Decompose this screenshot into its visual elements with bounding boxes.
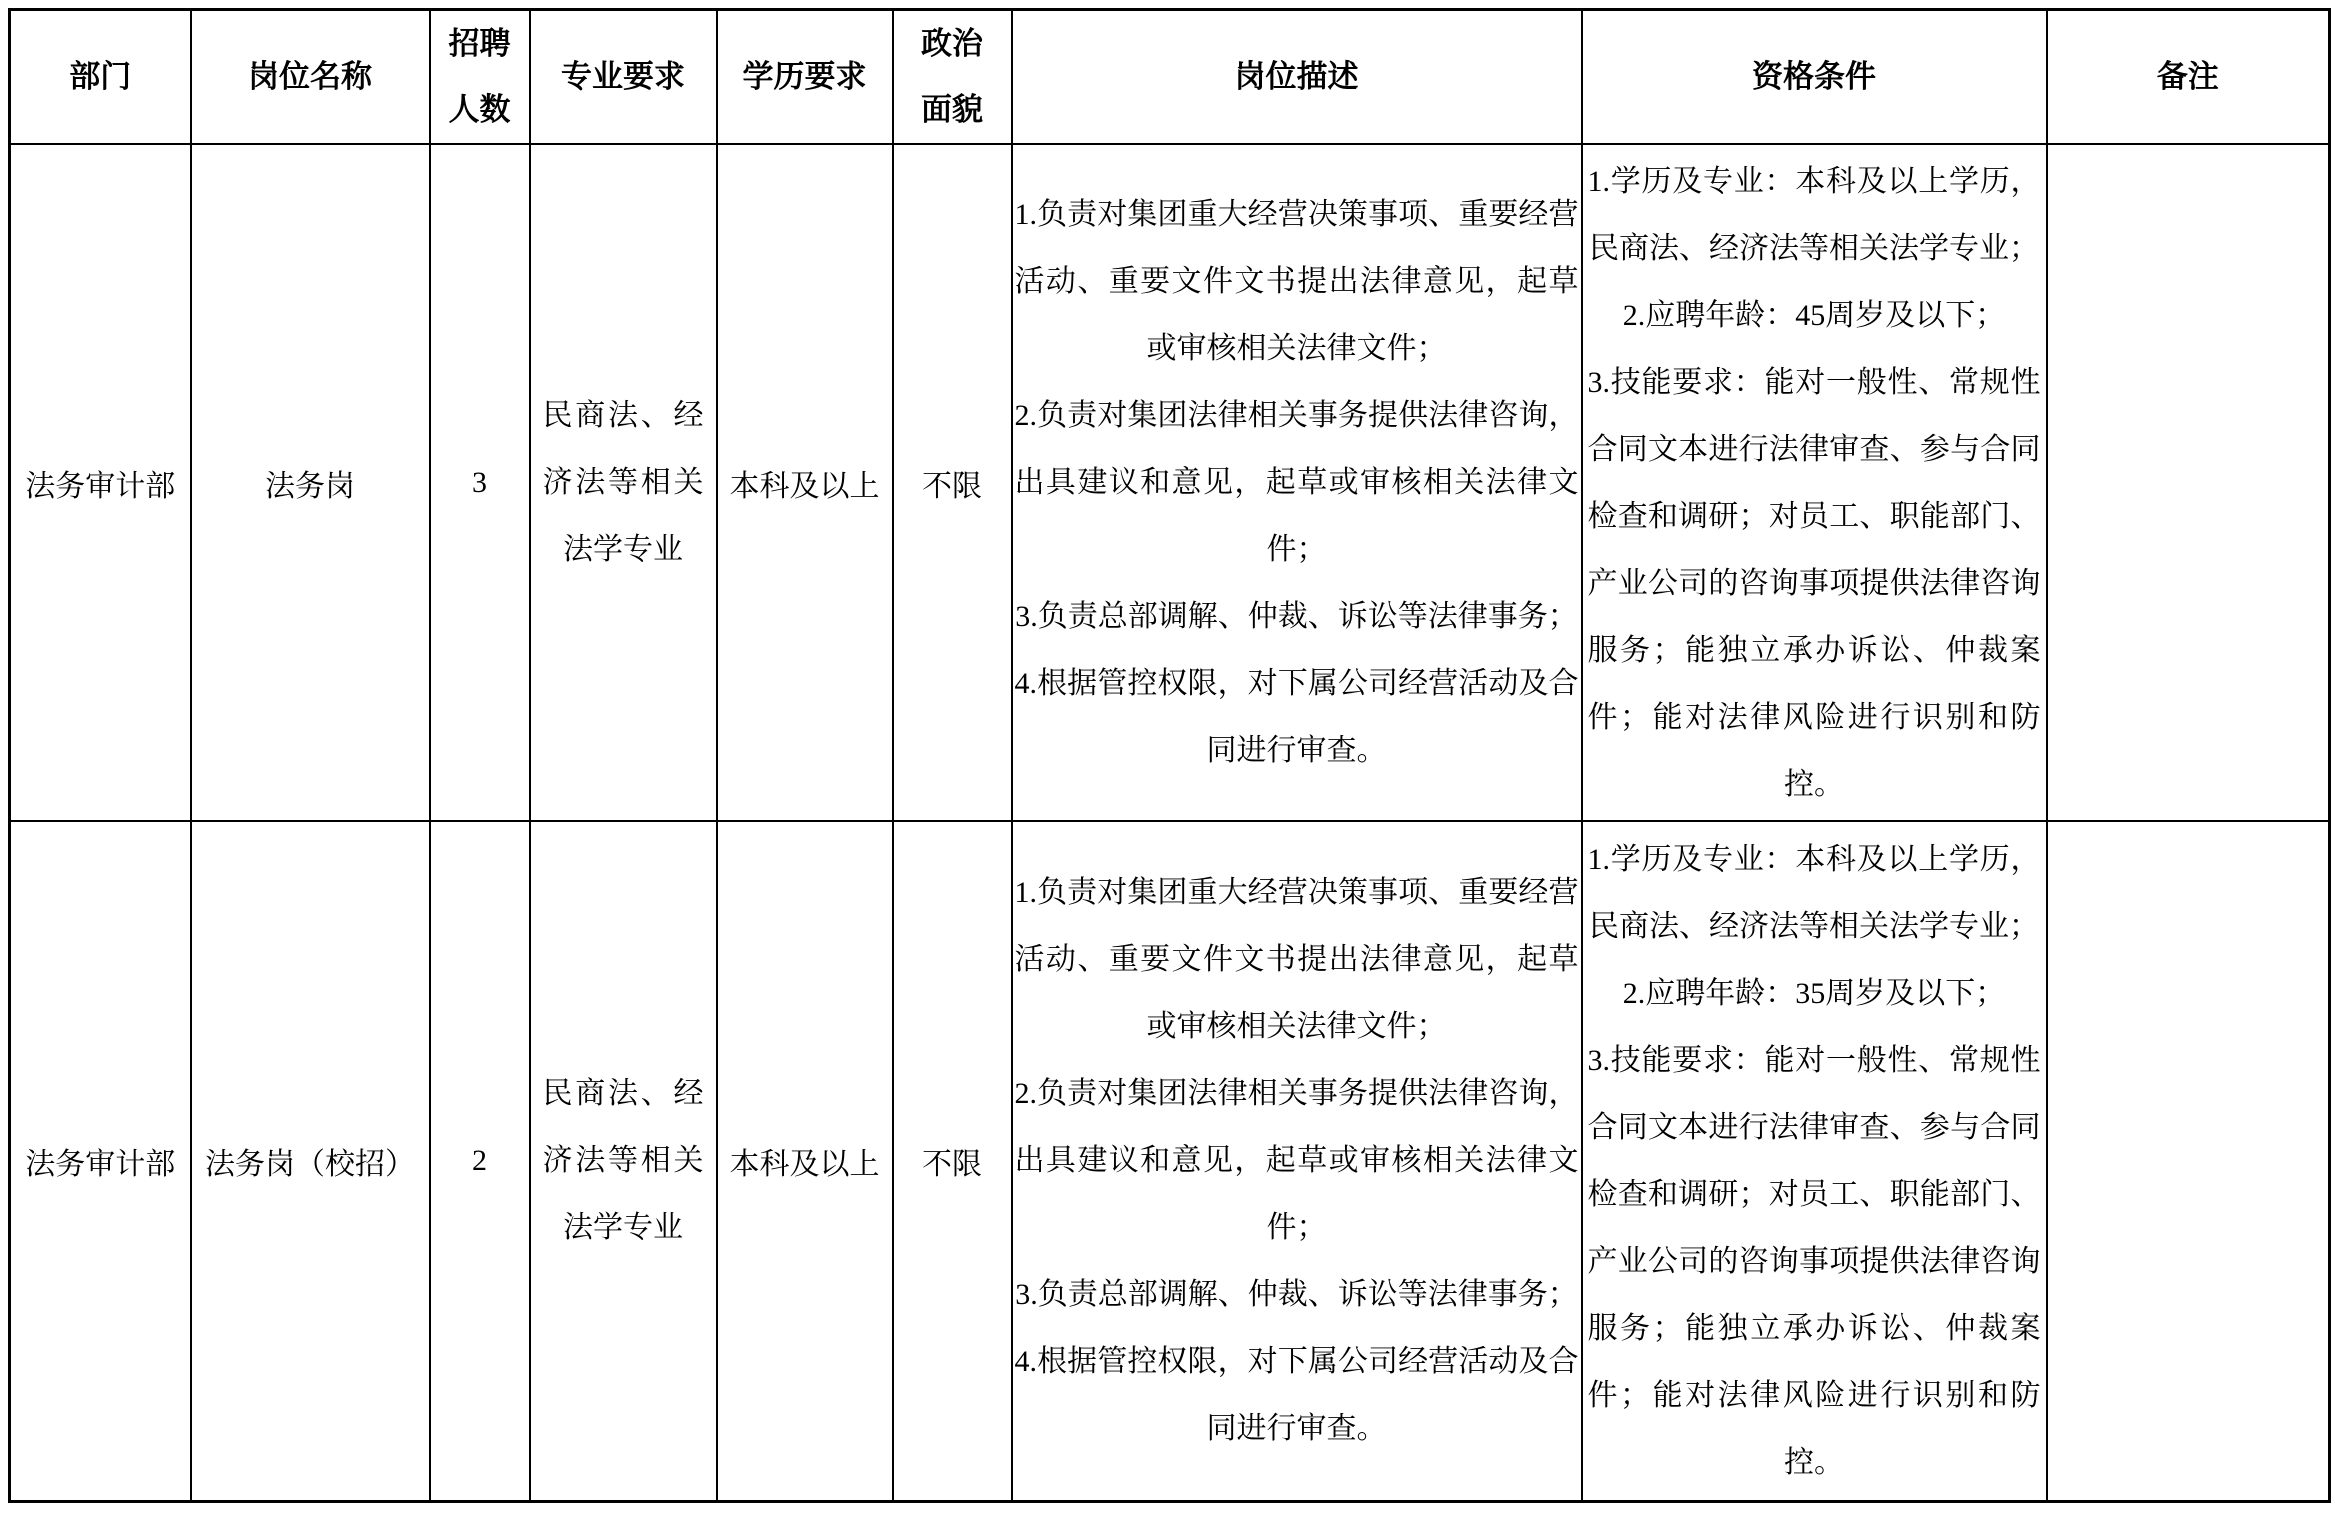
job-description-item: 4.根据管控权限，对下属公司经营活动及合同进行审查。 — [1014, 667, 1579, 767]
column-header-education: 学历要求 — [717, 10, 893, 145]
cell-position: 法务岗 — [191, 144, 430, 821]
column-header-position: 岗位名称 — [191, 10, 430, 145]
cell-major: 民商法、经济法等相关法学专业 — [530, 821, 717, 1501]
qualification-item: 2.应聘年龄：45周岁及以下； — [1622, 298, 2006, 332]
qualification-item: 3.技能要求：能对一般性、常规性合同文本进行法律审查、参与合同检查和调研；对员工、职能部门、产业公司的咨询事项提供法律咨询服务；能独立承办诉讼、仲裁案件；能对法律风险进行识别和防控。 — [1587, 1043, 2041, 1479]
cell-major: 民商法、经济法等相关法学专业 — [530, 144, 717, 821]
table-header-row — [10, 10, 2330, 145]
job-description-item: 1.负责对集团重大经营决策事项、重要经营活动、重要文件文书提出法律意见，起草或审核相关法律文件； — [1014, 876, 1579, 1044]
column-header-qualifications: 资格条件 — [1582, 10, 2047, 145]
cell-headcount: 2 — [430, 821, 530, 1501]
cell-political-status: 不限 — [893, 144, 1012, 821]
cell-department: 法务审计部 — [10, 144, 191, 821]
cell-education: 本科及以上 — [717, 144, 893, 821]
cell-qualifications — [1582, 821, 2047, 1501]
cell-political-status: 不限 — [893, 821, 1012, 1501]
recruitment-table — [8, 8, 2331, 1503]
table-row — [10, 144, 2330, 821]
cell-job-description — [1012, 821, 1582, 1501]
cell-remark — [2047, 821, 2330, 1501]
cell-headcount: 3 — [430, 144, 530, 821]
job-description-item: 1.负责对集团重大经营决策事项、重要经营活动、重要文件文书提出法律意见，起草或审核相关法律文件； — [1014, 198, 1579, 365]
qualification-item: 1.学历及专业：本科及以上学历，民商法、经济法等相关法学专业； — [1587, 164, 2041, 265]
cell-qualifications — [1582, 144, 2047, 821]
qualification-item: 3.技能要求：能对一般性、常规性合同文本进行法律审查、参与合同检查和调研；对员工、职能部门、产业公司的咨询事项提供法律咨询服务；能独立承办诉讼、仲裁案件；能对法律风险进行识别和防控。 — [1587, 365, 2041, 801]
qualification-item: 2.应聘年龄：35周岁及以下； — [1622, 976, 2006, 1010]
cell-education: 本科及以上 — [717, 821, 893, 1501]
job-description-item: 4.根据管控权限，对下属公司经营活动及合同进行审查。 — [1014, 1345, 1579, 1446]
job-description-item: 3.负责总部调解、仲裁、诉讼等法律事务； — [1015, 600, 1578, 633]
column-header-job-description: 岗位描述 — [1012, 10, 1582, 145]
column-header-headcount: 招聘人数 — [430, 10, 530, 145]
column-header-major: 专业要求 — [530, 10, 717, 145]
job-description-item: 2.负责对集团法律相关事务提供法律咨询，出具建议和意见，起草或审核相关法律文件； — [1014, 1077, 1579, 1245]
cell-position: 法务岗（校招） — [191, 821, 430, 1501]
table-row — [10, 821, 2330, 1501]
cell-job-description — [1012, 144, 1582, 821]
column-header-political-status: 政治面貌 — [893, 10, 1012, 145]
column-header-remark: 备注 — [2047, 10, 2330, 145]
cell-remark — [2047, 144, 2330, 821]
cell-department: 法务审计部 — [10, 821, 191, 1501]
column-header-department: 部门 — [10, 10, 191, 145]
job-description-item: 2.负责对集团法律相关事务提供法律咨询，出具建议和意见，起草或审核相关法律文件； — [1014, 399, 1579, 566]
job-description-item: 3.负责总部调解、仲裁、诉讼等法律事务； — [1015, 1278, 1578, 1312]
qualification-item: 1.学历及专业：本科及以上学历，民商法、经济法等相关法学专业； — [1587, 842, 2041, 943]
